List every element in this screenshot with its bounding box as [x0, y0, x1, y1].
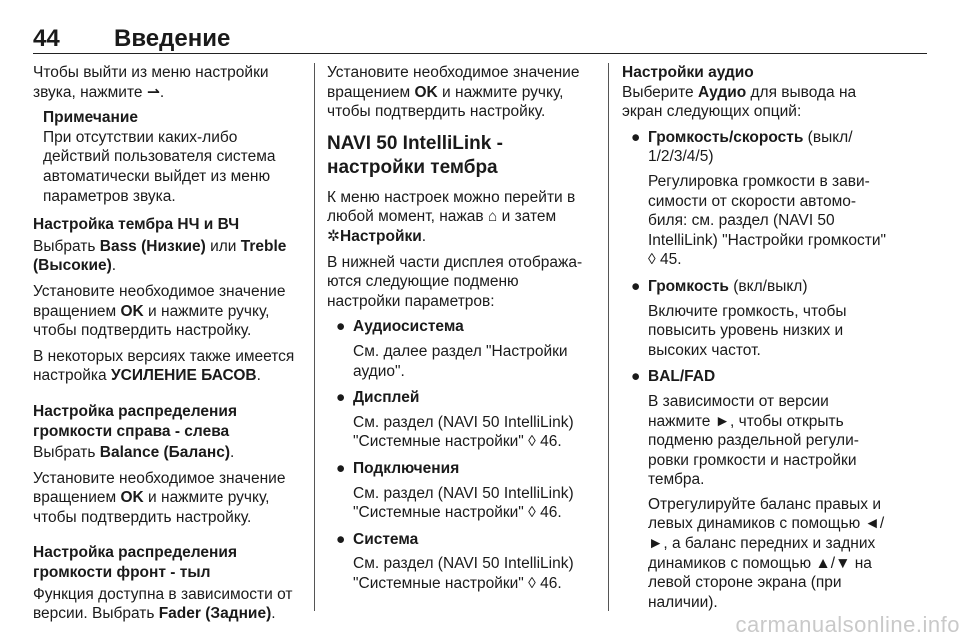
- text: Установите необходимое значение вращением: [327, 64, 580, 101]
- submenu-intro: В нижней части дисплея отобража-ются следующие подменю настройки параметров:: [327, 253, 583, 310]
- list-item-desc: См. раздел (NAVI 50 IntelliLink) "Системные настройки" ◊ 46.: [353, 413, 574, 451]
- access-paragraph: [327, 188, 595, 247]
- note-block: [43, 108, 301, 206]
- text: Выберите: [622, 83, 698, 101]
- ok-label: OK: [414, 83, 438, 101]
- section-balance-p2: [33, 469, 301, 528]
- list-item-desc: Регулировка громкости в зави-симости от скорости автомо-биля: см. раздел (NAVI 50 IntelliLink) "Настройки громкости" ◊ 45.: [648, 172, 887, 269]
- intro-end: .: [159, 83, 165, 101]
- ok-label: OK: [120, 302, 144, 320]
- bullet-icon: ●: [336, 530, 346, 548]
- text: К меню настроек можно перейти в любой момент, нажав: [327, 188, 576, 226]
- list-item: [327, 459, 595, 523]
- gear-icon: ✲: [327, 227, 340, 245]
- page-header: [33, 24, 927, 54]
- section-balance-p1: [33, 443, 301, 463]
- list-item-values: (выкл/ 1/2/3/4/5): [648, 128, 853, 166]
- audio-label: Аудио: [697, 83, 747, 101]
- text: .: [421, 227, 427, 245]
- text: Установите необходимое значение вращением: [33, 469, 286, 507]
- text: и нажмите ручку, чтобы подтвердить настройку.: [33, 489, 270, 526]
- text: и нажмите ручку, чтобы подтвердить настройку.: [327, 83, 564, 121]
- text: В некоторых версиях также имеется настройка: [33, 347, 295, 385]
- bullet-icon: ●: [336, 318, 346, 336]
- list-item-title: Дисплей: [353, 389, 420, 407]
- audio-settings-title: Настройки аудио: [622, 64, 754, 81]
- column-divider-2: [608, 63, 609, 611]
- audio-options-list: [622, 128, 890, 613]
- list-item: [327, 388, 595, 452]
- list-item-desc: См. раздел (NAVI 50 IntelliLink) "Системные настройки" ◊ 46.: [353, 555, 574, 592]
- section-bass-treble-p1: [33, 237, 301, 276]
- column-right: [622, 63, 890, 619]
- column-divider-1: [314, 63, 315, 611]
- text: .: [256, 367, 261, 385]
- list-item-desc: Включите громкость, чтобы повысить уровень низких и высоких частот.: [648, 302, 847, 359]
- page-number: 44: [33, 25, 60, 52]
- list-item-title: Аудиосистема: [353, 318, 464, 336]
- bullet-icon: ●: [631, 128, 641, 146]
- list-item-desc: Отрегулируйте баланс правых и левых динамиков с помощью ◄/►, а баланс передних и задних динамиков с помощью ▲/▼ на левой стороне экрана (при наличии).: [648, 495, 885, 611]
- watermark: carmanualsonline.info: [735, 612, 960, 637]
- page-title: Введение: [114, 25, 231, 52]
- audio-settings-intro: [622, 83, 890, 122]
- list-item-title: Громкость/скорость: [648, 128, 804, 146]
- text: Установите необходимое значение вращением: [33, 282, 286, 320]
- note-title: Примечание: [43, 109, 138, 127]
- text: .: [111, 257, 117, 275]
- text: Функция доступна в зависимости от версии. Выбрать: [33, 585, 293, 623]
- list-item: [622, 277, 890, 360]
- list-item: [327, 530, 595, 594]
- section-bass-treble-p3: [33, 347, 301, 386]
- bullet-icon: ●: [336, 389, 346, 407]
- section-bass-treble-title: Настройка тембра НЧ и ВЧ: [33, 216, 240, 234]
- section-bass-treble-p2: [33, 282, 301, 341]
- text: или: [205, 237, 241, 255]
- tone-settings-heading: NAVI 50 IntelliLink - настройки тембра: [327, 132, 503, 178]
- text: и нажмите ручку, чтобы подтвердить настройку.: [33, 302, 270, 340]
- section-balance-title: Настройка распределения громкости справа - слева: [33, 402, 237, 440]
- text: Выбрать: [33, 444, 100, 462]
- submenu-list: [327, 317, 595, 593]
- list-item: [327, 317, 595, 381]
- back-icon: ⇀: [146, 83, 160, 101]
- list-item-title: BAL/FAD: [648, 368, 716, 386]
- list-item-title: Громкость: [648, 277, 729, 295]
- section-fader-p1: [33, 585, 301, 624]
- text: и затем: [497, 208, 557, 226]
- column-left: [33, 63, 301, 630]
- section-fader-title: Настройка распределения громкости фронт - тыл: [33, 544, 237, 582]
- note-text: При отсутствии каких-либо действий пользователя система автоматически выйдет из меню параметров звука.: [43, 128, 276, 205]
- list-item-title: Подключения: [353, 459, 460, 477]
- settings-label: Настройки: [340, 227, 422, 245]
- column-middle: [327, 63, 595, 600]
- list-item: [622, 367, 890, 612]
- text: .: [271, 605, 276, 623]
- bass-boost-label: УСИЛЕНИЕ БАСОВ: [110, 367, 257, 385]
- intro-paragraph: [33, 63, 301, 102]
- text: для вывода на экран следующих опций:: [622, 83, 857, 121]
- list-item-desc: В зависимости от версии нажмите ►, чтобы открыть подменю раздельной регули-ровки громкости и настройки тембра.: [648, 392, 859, 489]
- bass-label: Bass (Низкие): [99, 237, 206, 255]
- confirm-paragraph: [327, 63, 595, 122]
- ok-label: OK: [120, 489, 144, 507]
- fader-label: Fader (Задние): [158, 605, 272, 623]
- text: .: [230, 444, 235, 462]
- list-item-title: Система: [353, 530, 419, 548]
- text: Выбрать: [33, 237, 100, 255]
- balance-label: Balance (Баланс): [99, 444, 231, 462]
- home-icon: ⌂: [487, 208, 498, 226]
- list-item-desc: См. раздел (NAVI 50 IntelliLink) "Системные настройки" ◊ 46.: [353, 484, 574, 522]
- intro-text: Чтобы выйти из меню настройки звука, нажмите: [33, 64, 269, 101]
- bullet-icon: ●: [631, 277, 641, 295]
- list-item-values: (вкл/выкл): [728, 277, 808, 295]
- treble-label: Treble (Высокие): [33, 237, 287, 275]
- bullet-icon: ●: [336, 459, 346, 477]
- header-rule: [33, 53, 927, 54]
- bullet-icon: ●: [631, 368, 641, 386]
- list-item-desc: См. далее раздел "Настройки аудио".: [353, 342, 568, 380]
- list-item: [622, 128, 890, 270]
